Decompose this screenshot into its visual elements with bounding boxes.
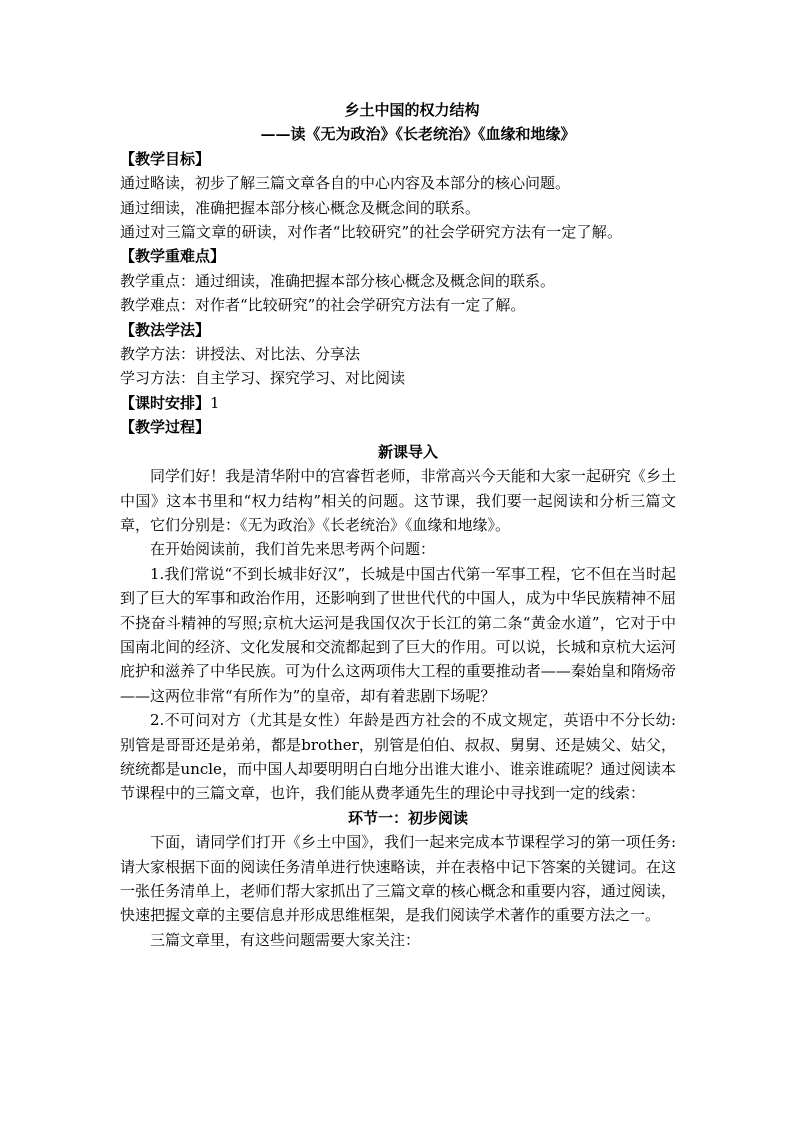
goals-heading: 【教学目标】	[120, 149, 211, 168]
goal-line: 通过对三篇文章的研读，对作者“比较研究”的社会学研究方法有一定了解。	[120, 223, 623, 242]
goal-line: 通过细读，准确把握本部分核心概念及概念间的联系。	[120, 198, 481, 217]
schedule-value: 1	[210, 393, 220, 412]
document-subtitle: ——读《无为政治》《长老统治》《血缘和地缘》	[260, 125, 576, 144]
keypoint-line: 教学难点：对作者“比较研究”的社会学研究方法有一定了解。	[120, 296, 526, 315]
body-paragraph: 在开始阅读前，我们首先来思考两个问题：	[150, 540, 436, 559]
process-heading: 【教学过程】	[120, 418, 211, 437]
document-page	[120, 98, 676, 952]
method-line: 学习方法：自主学习、探究学习、对比阅读	[120, 369, 406, 388]
methods-heading: 【教法学法】	[120, 320, 211, 339]
method-line: 教学方法：讲授法、对比法、分享法	[120, 345, 361, 364]
keypoints-heading: 【教学重难点】	[120, 247, 226, 266]
document-title: 乡土中国的权力结构	[344, 101, 480, 119]
body-paragraph: 同学们好！我是清华附中的宫睿哲老师，非常高兴今天能和大家一起研究《乡土中国》这本书里和“权力结构”相关的问题。这节课，我们要一起阅读和分析三篇文章，它们分别是：《无为政治》《长老统治》《血缘和地缘》。	[120, 467, 676, 534]
body-paragraph: 1.我们常说“不到长城非好汉”，长城是中国古代第一军事工程，它不但在当时起到了巨大的军事和政治作用，还影响到了世世代代的中国人，成为中华民族精神不屈不挠奋斗精神的写照;京杭大运河是我国仅次于长江的第二条“黄金水道”，它对于中国南北间的经济、文化发展和交流都起到了巨大的作用。可以说，长城和京杭大运河庇护和滋养了中华民族。可为什么这两项伟大工程的重要推动者——秦始皇和隋炀帝——这两位非常“有所作为”的皇帝，却有着悲剧下场呢？	[120, 564, 676, 705]
body-paragraph: 三篇文章里，有这些问题需要大家关注：	[150, 930, 421, 949]
link1-heading: 环节一：初步阅读	[347, 808, 468, 827]
keypoint-line: 教学重点：通过细读，准确把握本部分核心概念及概念间的联系。	[120, 271, 556, 290]
body-paragraph: 下面，请同学们打开《乡土中国》，我们一起来完成本节课程学习的第一项任务:请大家根据下面的阅读任务清单进行快速略读，并在表格中记下答案的关键词。在这一张任务清单上，老师们帮大家抓出了三篇文章的核心概念和重要内容，通过阅读，快速把握文章的主要信息并形成思维框架，是我们阅读学术著作的重要方法之一。	[120, 833, 676, 925]
schedule-heading: 【课时安排】	[120, 393, 211, 412]
schedule-line	[120, 391, 676, 415]
body-paragraph: 2.不可问对方（尤其是女性）年龄是西方社会的不成文规定，英语中不分长幼:别管是哥哥还是弟弟，都是brother，别管是伯伯、叔叔、舅舅、还是姨父、姑父，统统都是uncle，而中国人却要明明白白地分出谁大谁小、谁亲谁疏呢？通过阅读本节课程中的三篇文章，也许，我们能从费孝通先生的理论中寻找到一定的线索：	[120, 711, 676, 803]
intro-heading: 新课导入	[377, 442, 438, 461]
goal-line: 通过略读，初步了解三篇文章各自的中心内容及本部分的核心问题。	[120, 174, 571, 193]
